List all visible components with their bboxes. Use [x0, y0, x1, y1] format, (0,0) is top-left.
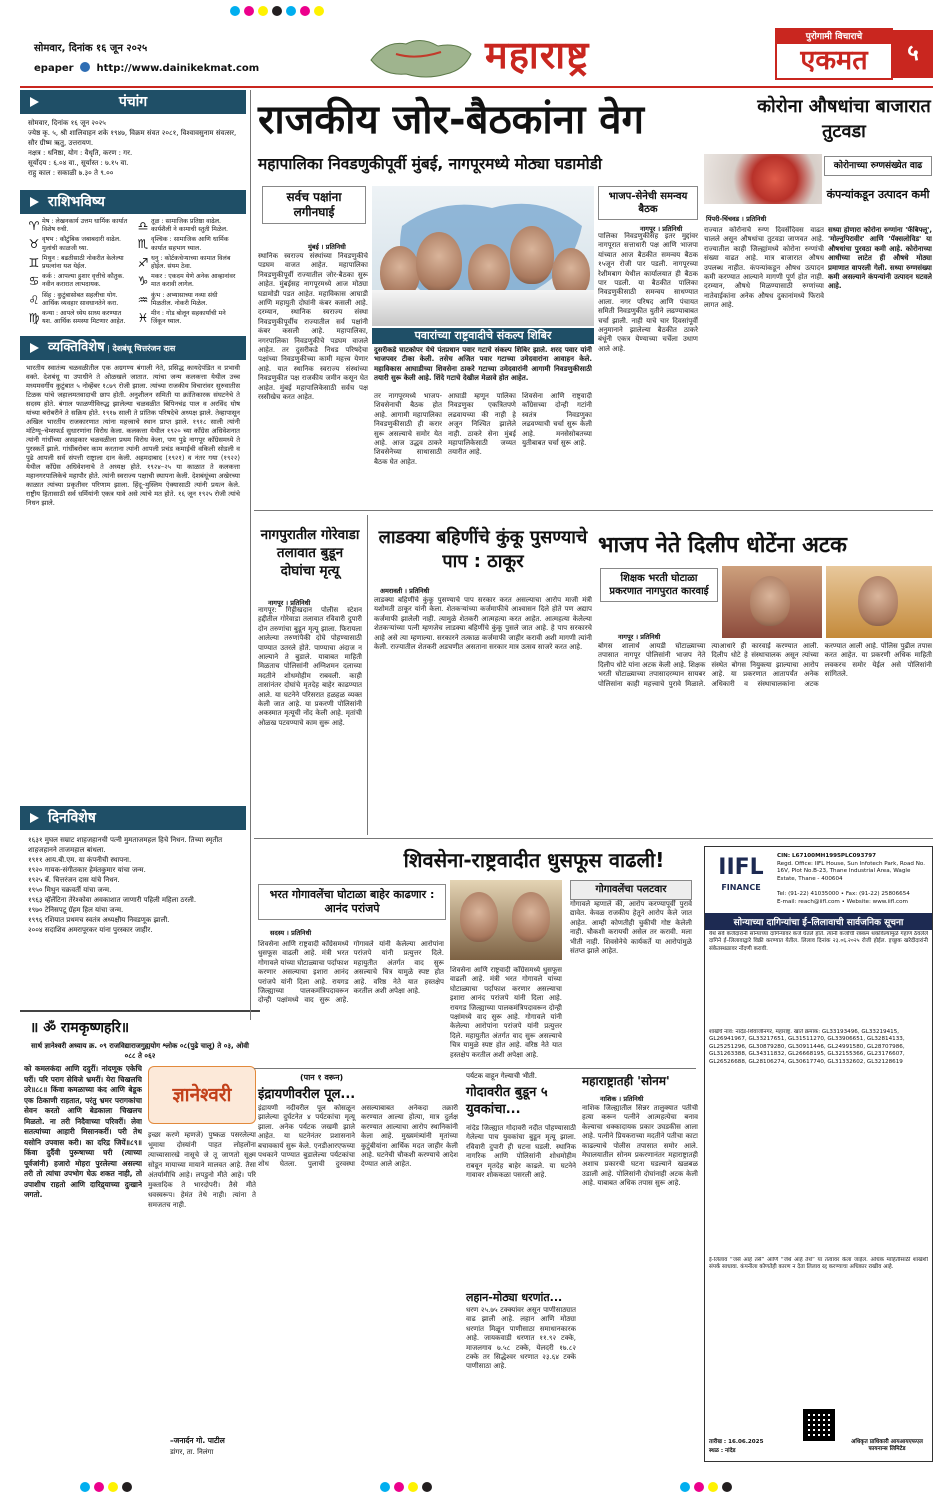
vyaktivishesh-heading: व्यक्तिविशेष | देशबंधू चित्तरंजन दास: [20, 336, 246, 360]
masthead: [0, 0, 945, 88]
person-face: [512, 892, 550, 942]
capricorn-icon: ♑: [137, 274, 149, 289]
epaper-label: epaper: [34, 63, 74, 74]
bjp-sena-tag: भाजप-सेनेची समन्वय बैठक: [598, 186, 698, 220]
shivsena-body: शिवसेना आणि राष्ट्रवादी काँग्रेसमध्ये धुसफूस वाढली आहे. मंत्री भरत गोगावले यांच्या घोटाळ्याचा पर्दाफाश करणार असल्याचा इशारा आनंद परांजपे यांनी दिला आहे. रायगड जिल्ह्याच्या पालकमंत्रिपदावरून दोन्ही पक्षांमध्ये वाद सुरू आहे. गोगावले यांनी केलेल्या आरोपांना परांजपे यांनी प्रत्युत्तर दिले. महायुतीत अंतर्गत वाद सुरू असल्याचे चित्र यामुळे स्पष्ट होत आहे. वरिष्ठ नेते यात हस्तक्षेप करतील अशी अपेक्षा आहे.: [258, 940, 444, 1005]
epaper-line[interactable]: [34, 62, 259, 74]
dinvishesh-item: १६३१ मुघल सम्राट शाहजहानची पत्नी मुमताजमहल हिचे निधन. तिच्या स्मृतीत शाहजहानने ताजमहाल बांधला.: [28, 836, 223, 854]
dam-headline: लहान-मोठ्या धरणांत...: [466, 1291, 563, 1304]
gogawale-tag: गोगावलेंचा पलटवार: [570, 880, 692, 900]
vyaktivishesh-subtitle: देशबंधू चित्तरंजन दास: [112, 344, 176, 354]
main-col3: आघाडी म्हणून पालिका निवडणुका एकत्रितपणे लढवायच्या की नाही हे अजून निश्चित झालेले नाही. ठाकरे सेना मुंबई महापालिकेसाठी जय्यत तयारीत आहे.: [448, 392, 516, 457]
section-rule: [254, 510, 933, 511]
indrayani-headline: इंद्रायणीवरील पूल...: [258, 1087, 356, 1102]
main-byline: मुंबई । प्रतिनिधी: [308, 243, 346, 251]
iifl-date: तारीख : 16.06.2025: [709, 1439, 764, 1445]
iifl-branch-list: शाखेचे नाव: नांदेड-शिवाजीनगर, महाराष्ट्र. खाते क्रमांक: GL33193496, GL33219415, GL26941967, GL33217651, GL31511270, GL33906651, GL32814133, GL25251296, GL30879280, GL30911446, GL24991580, GL28707986, GL31263388, GL34311832, GL26668195, GL32155366, GL23176607, GL26526688, GL28106274, GL30617740, GL31332602, GL32128619: [709, 1029, 905, 1065]
iifl-notice: [704, 846, 933, 1462]
section-rule: [254, 1068, 696, 1069]
rashi-text: मेष : लेखनकार्य उत्तम धार्मिक कार्यात विशेष रुची.: [42, 218, 128, 234]
panchang-line: सोमवार, दिनांक १६ जून २०२५: [28, 119, 106, 127]
godavari-top-line: पर्यटक वाहून गेल्याची भीती.: [466, 1072, 537, 1080]
rashi-text: कर्क : आपल्या हुशार वृत्तीचे कौतुक. नवीन करारात लाभदायक.: [42, 273, 125, 289]
dinvishesh-item: १९६३ व्हॅलेंटिना तेरेश्कोवा अवकाशात जाणारी पहिली महिला ठरली.: [28, 896, 197, 904]
page-number: ५: [893, 30, 933, 78]
panchang-heading: पंचांग: [20, 90, 246, 114]
rashi-text: धनु : कोर्टकचेऱ्याच्या कामात विलंब होईल. संयम ठेवा.: [151, 254, 231, 271]
panchang-line: राहु काल : सकाळी ७.३० ते ९.००: [28, 169, 114, 177]
sagittarius-icon: ♐: [137, 255, 149, 270]
globe-icon: [80, 62, 90, 72]
dnyaneshwari-logo: [148, 1066, 256, 1124]
person-face: [750, 576, 790, 626]
iifl-notice-body: येथे सर्व कर्जदारांनी सोन्याच्या दागिन्यांवर कर्ज घेतले होते. त्यांनी कर्जाची रक्कम थकविल्यामुळे गहाण ठेवलेले दागिने ई–लिलावाद्वारे विक्री करण्यात येतील. लिलाव दिनांक २३.०६.२०२५ रोजी होईल. इच्छुक खरेदीदारांनी संकेतस्थळावर नोंदणी करावी.: [709, 931, 928, 952]
indrayani-cont: (पान १ वरून): [300, 1073, 344, 1082]
panchang-box: [20, 114, 246, 182]
nagpur-byline: नागपूर । प्रतिनिधी: [268, 599, 311, 607]
main-col4: शिवसेना आणि राष्ट्रवादी काँग्रेसच्या दोन्ही गटांनी स्वतंत्र निवडणुका लढवण्याची चर्चा सुरू केली आहे. मनसेसोबतच्या युतीबाबत चर्चा सुरू आहे.: [522, 392, 592, 448]
dinvishesh-section: [20, 806, 246, 940]
taurus-icon: ♉: [28, 237, 40, 252]
header-date: सोमवार, दिनांक १६ जून २०२५: [34, 43, 148, 54]
corona-body: राज्यात कोरोनाचे रुग्ण दिवसेंदिवस वाढत चालले असून औषधांचा तुटवडा जाणवत आहे. राज्यातील काही जिल्ह्यांमध्ये कोरोना रुग्णांची संख्या वाढत आहे. मात्र बाजारात औषध उपलब्ध नाहीत. कंपन्यांकडून औषध उत्पादन कमी करण्यात आल्याने मागणी पूर्ण होत नाही. दरम्यान, औषधे मिळण्यासाठी रुग्णांच्या नातेवाईकांना अनेक औषध दुकानांमध्ये फिरावे लागत आहे.: [704, 226, 824, 310]
virgo-icon: ♍: [28, 311, 40, 326]
gogawale-body: गोगावले म्हणाले की, आरोप करण्यापूर्वी पुरावे द्यावेत. केवळ राजकीय हेतूने आरोप केले जात आहेत. आम्ही कोणतीही चुकीची गोष्ट केलेली नाही. चौकशी करायची असेल तर करावी. मला भीती नाही. शिवसेनेचे कार्यकर्ते या आरोपांमुळे संतप्त झाले आहेत.: [570, 900, 692, 956]
corona-headline: कोरोना औषधांचा बाजारात तुटवडा: [757, 96, 931, 142]
ladki-headline: लाडक्या बहिणींचे कुंकू पुसण्याचे पाप : ठाकूर: [378, 527, 588, 572]
bjp-sena-body: पालिका निवडणुकीसह इतर मुद्दांवर नागपूरात सत्ताधारी पक्ष आणि भाजपा यांच्यात आज बैठकीत समन्वय बैठक १५जून रोजी पार पडली. नागपूरच्या रेशीमबाग येथील कार्यालयात ही बैठक पार पडली. या बैठकीत पालिका निवडणुकीसाठी समन्वय साधण्यात आला. नगर परिषद आणि पंचायत समिती निवडणुकीत युतीने लढण्याबाबत चर्चा झाली. नाही याचे चार दिवसांपूर्वी अनुमानाने झालेल्या बैठकीत ठाकरे बंधूंनी एकत्र येण्याच्या चर्चेला उधाण आले आहे.: [598, 232, 698, 353]
corona-tag1: कोरोनाच्या रुग्णसंख्येत वाढ: [824, 156, 932, 176]
corona-side: सध्या होणारा कोरोना रुग्णांना 'फॅबिफ्लू', 'मोल्नुपिरावीर' आणि 'पॅक्सलोविड' या औषधांचा पुरवठा कमी आहे. कोरोनाच्या आधीच्या लाटेत ही औषधे मोठ्या प्रमाणात वापरली गेली. सध्या रुग्णसंख्या कमी असल्याने कंपन्यांनी उत्पादन घटवले आहे.: [828, 226, 932, 291]
ladki-body: लाडक्या बहिणींचे कुंकू पुसण्याचे पाप सरकार करत असल्याचा आरोप माजी मंत्री यशोमती ठाकूर यांनी केला. शेतकऱ्यांच्या कर्जमाफीचे आश्वासन दिले होते पण अद्याप कर्जमाफी झालेली नाही. त्यामुळे शेतकरी आत्महत्या करत आहेत. आत्महत्या केलेल्या शेतकऱ्यांच्या पत्नी म्हणजेच लाडक्या बहिणींचे कुंकू पुसले जात आहे. हे पाप सरकारचे आहे असे त्या म्हणाल्या. सरकारने तत्काळ कर्जमाफी जाहीर करावी अशी मागणी त्यांनी केली. राज्यातील शेतकरी अडचणीत असताना सरकार मात्र उत्सव साजरे करत आहे.: [374, 596, 592, 652]
scorpio-icon: ♏: [137, 237, 149, 252]
dinvishesh-item: १९९६ रशियात प्रथमच स्वतंत्र अध्यक्षीय निवडणूक झाली.: [28, 916, 170, 924]
photo-caption-text: दुसरीकडे घाटकोपर येथे पंतप्रधान पवार गटाचे संकल्प शिबिर झाले. शरद पवार यांनी भाजपवर टीका केली. तसेच अजित पवार गटाच्या उमेदवारांना आवाहन केले. महाविकास आघाडीच्या शिवसेना ठाकरे गटाच्या उमेदवारांनी आगामी निवडणुकीसाठी तयारी सुरू केली आहे. शिंदे गटाचे देखील मेळावे होत आहेत.: [374, 346, 592, 383]
indrayani-body: इंद्रायणी नदीवरील पूल कोसळून झालेल्या दुर्घटनेत ४ पर्यटकांचा मृत्यू झाला. अनेक पर्यटक जखमी झाले आहेत. या घटनेनंतर प्रशासनाने बचावकार्य सुरू केले. एनडीआरएफच्या पथकाने पाण्यात बुडालेल्या पर्यटकांचा शोध घेतला. पुलाची दुरवस्था असल्याबाबत अनेकदा तक्रारी करण्यात आल्या होत्या, मात्र दुर्लक्ष करण्यात आल्याचा आरोप स्थानिकांनी केला आहे. मुख्यमंत्र्यांनी मृतांच्या कुटुंबीयांना आर्थिक मदत जाहीर केली आहे. घटनेची चौकशी करण्याचे आदेश देण्यात आले आहेत.: [258, 1104, 458, 1169]
rashi-text: तूळ : सामाजिक प्रतिष्ठा वाढेल. कार्यशैली ने कामाची स्तुती मिळेल.: [151, 218, 229, 234]
epaper-url[interactable]: http://www.dainikekmat.com: [96, 63, 260, 74]
aries-icon: ♈: [28, 219, 40, 233]
panchang-line: ज्येष्ठ कृ. ५, श्री शालिवाहन शके १९४७, विक्रम संवत २०८१, विश्वावसुनाम संवत्सर, सौर ग्रीष्म ऋतु, उत्तरायण.: [28, 129, 237, 147]
dinvishesh-item: १९७० टेनिसपटू ग्रॅहम हिल यांचा जन्म.: [28, 906, 124, 914]
shivsena-byline: सदस्य । प्रतिनिधी: [270, 929, 312, 937]
main-headline: राजकीय जोर-बैठकांना वेग: [258, 97, 645, 143]
rashi-text: कुंभ : अभ्यासाच्या नव्या संधी मिळतील. नोकरी मिळेल.: [151, 291, 218, 307]
panchang-line: सूर्योदय : ६.०४ वा., सूर्यास्त : ७.१५ वा.: [28, 159, 129, 167]
main-subheadline: महापालिका निवडणुकीपूर्वी मुंबई, नागपूरमध्ये मोठ्या घडामोडी: [258, 155, 602, 173]
qr-code-icon[interactable]: [803, 1409, 835, 1441]
sonam-byline: नाशिक । प्रतिनिधी: [600, 1095, 644, 1103]
arrest-headline: भाजप नेते दिलीप धोटेंना अटक: [598, 533, 847, 558]
godavari-body: नांदेड जिल्ह्यात गोदावरी नदीत पोहण्यासाठी गेलेल्या पाच युवकांचा बुडून मृत्यू झाला. रविवारी दुपारी ही घटना घडली. स्थानिक नागरिक आणि पोलिसांनी शोधमोहीम राबवून मृतदेह बाहेर काढले. या घटनेने गावावर शोककळा पसरली आहे.: [466, 1124, 576, 1180]
gemini-icon: ♊: [28, 255, 40, 270]
person-face: [460, 892, 498, 942]
brand-block: [775, 28, 893, 80]
main-side-tag: सर्वच पक्षांना लगीनघाई: [262, 186, 366, 224]
rashi-text: मिथुन : बढतीसाठी नोकरीत केलेल्या प्रयत्नांना यश येईल.: [42, 254, 124, 271]
person-face: [858, 576, 898, 626]
slogan: पुरोगामी विचाराचे: [777, 30, 891, 44]
dinvishesh-item: १९५० मिथुन चक्रवर्ती यांचा जन्म.: [28, 886, 112, 894]
iifl-office: Regd. Office: IIFL House, Sun Infotech Park, Road No. 16V, Plot No.B-23, Thane Industrial Area, Wagle Estate, Thane - 400604: [777, 861, 926, 882]
cancer-icon: ♋: [28, 274, 40, 289]
shivsena-headline: शिवसेना-राष्ट्रवादीत धुसफूस वाढली!: [403, 848, 665, 872]
godavari-headline: गोदावरीत बुडून ५ युवकांचा...: [466, 1085, 548, 1117]
leo-icon: ♌: [28, 292, 40, 307]
rashi-text: वृश्चिक : सामाजिक आणि धार्मिक कार्यात सहभाग घ्याल.: [151, 236, 229, 252]
nagpur-headline: नागपुरातील गोरेवाडा तलावात बुडून दोघांचा मृत्यू: [260, 527, 360, 579]
shivsena-photo: [450, 880, 562, 960]
dinvishesh-item: २००४ सदाशिव अमरापूरकर यांना पुरस्कार जाहीर.: [28, 926, 153, 934]
photo-shoulders: [372, 290, 594, 326]
dinvishesh-item: १९२५ बॅ. चित्तरंजन दास यांचे निधन.: [28, 876, 120, 884]
aquarius-icon: ♒: [137, 292, 149, 307]
header-rule: [20, 86, 933, 88]
rashi-text: सिंह : कुटुंबासोबत सहलीचा योग. आर्थिक व्यवहार सावधानतेने करा.: [42, 291, 119, 307]
dam-body: धरण २५.७५ टक्क्यांवर असून पाणीसाठ्यात वाढ झाली आहे. लहान आणि मोठ्या धरणांत मिळून पाणीसाठा समाधानकारक आहे. जायकवाडी धरणात ११.९२ टक्के, माजलगाव ७.५८ टक्के, येलदरी १७.८२ टक्के तर सिद्धेश्वर धरणात २३.६४ टक्के पाणीसाठा आहे.: [466, 1306, 576, 1371]
map-graphic: [366, 30, 476, 82]
left-column: [20, 90, 246, 610]
iifl-finance: FINANCE: [721, 883, 761, 892]
bjp-sena-byline: नागपूर । प्रतिनिधी: [640, 225, 683, 233]
arrest-photo-man: [826, 566, 932, 638]
brand-logo: एकमत: [800, 45, 868, 76]
corona-photo: [704, 154, 822, 204]
shivsena-tag: भरत गोगावलेंचा घोटाळा बाहेर काढणार : आनंद परांजपे: [258, 884, 446, 920]
rashi-heading: राशिभविष्य: [20, 190, 246, 214]
column-rule: [250, 90, 251, 1020]
pisces-icon: ♓: [137, 311, 149, 326]
dinvishesh-item: १९११ आय.बी.एम. या कंपनीची स्थापना.: [28, 856, 132, 864]
arrest-body: बोगस शालार्थ आयडी घोटाळ्याच्या तपासात नागपूर पोलिसांनी भाजप नेते दिलीप धोटे यांना अटक केली आहे. शिक्षक भरती घोटाळ्याच्या तपासादरम्यान सायबर पोलिसांना काही महत्त्वाचे पुरावे मिळाले. त्याआधारे ही कारवाई करण्यात आली. दिलीप धोटे हे संस्थाचालक असून त्यांच्या संस्थेत बोगस नियुक्त्या झाल्याचा आरोप आहे. या प्रकरणात आतापर्यंत अनेक अधिकारी व संस्थाचालकांना अटक करण्यात आली आहे. पोलिस पुढील तपास करत आहेत. या प्रकरणी अधिक माहिती लवकरच समोर येईल असे पोलिसांनी सांगितले.: [598, 642, 932, 688]
arrest-photo-woman: [722, 566, 822, 638]
arrest-tag: शिक्षक भरती घोटाळा प्रकरणात नागपुरात कारवाई: [600, 568, 718, 602]
dinvishesh-list: [20, 830, 246, 940]
ramkrishna-place: डांगर, ता. निलंगा: [170, 1448, 214, 1456]
rashi-text: मकर : एकदम येणे अनेक आव्हानांवर मात करावी लागेल.: [151, 273, 236, 289]
ramkrishna-commentary: इच्छा करणे म्हणजे) पुष्कळ पसरलेल्या भूमाया दोस्यांनी पाहत लोहलोंना त्याच्यासारखे नासूचे जे तू जाणतो सूक्ष्म सोडून मायाच्या मायाने मालवत आहे. तैसा अंतर्यामीचि आहे। लपडुनो मीते आहे। परि मुक्तादिक ते भारदोपरी। तैसे मीते धवस्वरूप। हेमंत तेथे नाही। त्यांना ते समजतच नाही.: [148, 1131, 256, 1209]
iifl-cin: CIN: L67100MH1995PLC093797: [777, 853, 877, 859]
dinvishesh-item: १९२० गायक-संगीतकार हेमंतकुमार यांचा जन्म.: [28, 866, 146, 874]
iifl-brand: IIFL: [718, 855, 764, 880]
vyaktivishesh-body: भारतीय स्वातंत्र्य चळवळीतील एक अग्रगण्य बंगाली नेते, प्रसिद्ध कायदेपंडित व प्रभावी वक्ते. देशबंधू या उपाधीने ते ओळखले जातात. त्यांचा जन्म कलकत्ता येथील उच्च मध्यमवर्गीय कुटुंबात ५ नोव्हेंबर १८७९ रोजी झाला. त्यांच्या राजकीय विचारांवर सुरुवातीस टिळक यांचे जहालमतवादाची छाप होती. अनुशीलन समिती या क्रांतिकारक संघटनेचे ते सदस्य होते. बंगाल फाळणीविरुद्ध झालेल्या चळवळीत बिपिनचंद्र पाल व अरविंद घोष यांच्या बरोबरीने ते सक्रिय होते. १९१७ साली ते प्रांतिक परिषदेचे अध्यक्ष झाले. तेव्हापासून अखिल भारतीय राजकारणात त्यांना महत्त्वाचे स्थान प्राप्त झाले. १९१८ साली त्यांनी मॉटेग्यू–चेम्सफर्ड सुधारणांना विरोध केला. कलकत्ता येथील १९२० च्या काँग्रेस अधिवेशनात त्यांनी गांधींच्या असहकार चळवळीला प्रथम विरोध केला, पण पुढे नागपूर काँग्रेसमध्ये ते पुरस्कर्ते झाले. गांधींबरोबर काम करताना त्यांनी आपली प्रचंड कमाईची वकिली सोडली व पुढे आपली सर्व संपत्ती राष्ट्राला दान केली. अहमदाबाद (१९२१) व नंतर गया (१९२२) येथील काँग्रेस अधिवेशनाचे ते अध्यक्ष होते. १९२४–२५ या काळात ते कलकत्ता महानगरपालिकेचे महापौर होते. त्यांनी स्वराज्य पक्षाची स्थापना केली. देशबंधूंच्या अखेरच्या काळात त्यांच्या प्रकृतीवर परिणाम झाला. हिंदू–मुस्लिम ऐक्यासाठी त्यांनी प्रयत्न केले. राष्ट्रीय हितासाठी सर्व धर्मियांनी एकत्र यावे असे त्यांचे मत होते. १६ जून १९२५ रोजी त्यांचे निधन झाले.: [26, 364, 240, 508]
ramkrishna-verse: को कमलकंदा आणि ददुरीं। नांदणूक एकेचि घरीं। परि पराग सेविजे भ्रमरीं। येरा चिखलचि उरे॥८८॥ किंवा कमळाच्या कंद आणि बेडूक एक ठिकाणी राहतात, परंतु भ्रमर परागकांचा सेवन करतो आणि बेडकाला चिखलच मिळतो. ना तरी निदैवाच्या परिवरीं। लेवा सतत्यांच्या आहारी मिसानकरीं। परी तेथ यसोनि उपवास करी। का दरिद्र जियें॥८९॥ किंवा दुर्दैवी पुरूषाच्या घरी (त्याच्या पूर्वजांनी) हजारो मोहरा पुरलेल्या असल्या तरी तो त्यांचा उपभोग घेऊ शकत नाही, तो उपाशीच राहतो आणि दारिद्र्याच्या दुःखाने जगतो.: [24, 1064, 142, 1199]
panchang-line: नक्षत्र : धनिष्ठा, योग : वैधृति, करण : गर.: [28, 149, 133, 157]
column-rule: [367, 515, 368, 835]
iifl-phone: Tel: (91-22) 41035000 • Fax: (91-22) 25806654: [777, 891, 910, 897]
ladki-byline: अमरावती । प्रतिनिधी: [380, 587, 430, 595]
iifl-signatory: अधिकृत प्राधिकारी आयआयएफएल फायनान्स लिमिटेड: [851, 1439, 923, 1453]
registration-marks-bottom: [80, 1482, 880, 1494]
ramkrishna-author: –जनार्दन गो. पाटील: [170, 1436, 225, 1445]
leaders-photo: [372, 186, 594, 326]
iifl-logo: [709, 853, 773, 903]
dinvishesh-heading: दिनविशेष: [20, 806, 246, 830]
rashi-text: मीन : गोड बोलून सहकार्यांची मने जिंकून घ्याल.: [151, 310, 226, 326]
iifl-place: स्थळ : नांदेड: [709, 1448, 736, 1454]
iifl-email: E-mail: reach@iifl.com • Website: www.iifl.com: [777, 899, 908, 905]
libra-icon: ♎: [137, 219, 149, 233]
leader-face: [510, 226, 554, 284]
rashi-grid: [20, 214, 246, 332]
arrest-byline: नागपूर । प्रतिनिधी: [618, 633, 661, 641]
ramkrishna-sub: सार्थ ज्ञानेश्वरी अध्याय क्र. ०९ राजविद्याराजगुह्ययोग श्लोक ०८(पुढे चालू) ते ०३, ओवी ०८८ ते ०६२: [31, 1042, 249, 1060]
iifl-notice-title: सोन्याच्या दागिन्यांचा ई–लिलावाची सार्वजनिक सूचना: [705, 913, 932, 930]
ramkrishna-heading: ॥ ॐ रामकृष्णहरि॥: [30, 1020, 130, 1036]
photo-caption-title: पवारांच्या राष्ट्रवादीचे संकल्प शिबिर: [372, 328, 594, 344]
shivsena-body-cont: शिवसेना आणि राष्ट्रवादी काँग्रेसमध्ये धुसफूस वाढली आहे. मंत्री भरत गोगावले यांच्या घोटाळ्याचा पर्दाफाश करणार असल्याचा इशारा आनंद परांजपे यांनी दिला आहे. रायगड जिल्ह्याच्या पालकमंत्रिपदावरून दोन्ही पक्षांमध्ये वाद सुरू आहे. गोगावले यांनी केलेल्या आरोपांना परांजपे यांनी प्रत्युत्तर दिले. महायुतीत अंतर्गत वाद सुरू असल्याचे चित्र यामुळे स्पष्ट होत आहे. वरिष्ठ नेते यात हस्तक्षेप करतील अशी अपेक्षा आहे.: [450, 966, 562, 1059]
iifl-footer-note: ई-लिलाव “जसे आहे तसे” आणि “जेथे आहे तेथे” या तत्वावर केला जाईल. अधिक माहितीसाठी शाखेशी संपर्क साधावा. कंपनीला कोणतेही कारण न देता लिलाव रद्द करण्याचा अधिकार राखीव आहे.: [709, 1257, 928, 1271]
ramkrishna-section: [20, 1010, 260, 1470]
main-col1: स्थानिक स्वराज्य संस्थांच्या निवडणुकीचे पडघम वाजत आहेत. महापालिका निवडणुकीपूर्वी राज्यातील जोर-बैठका सुरू आहेत. मुंबईसह नागपूरमध्ये आज मोठ्या घडामोडी पडत आहेत. महाविकास आघाडी आणि महायुती दोघांनी कंबर कसली आहे. दरम्यान, स्थानिक स्वराज्य संस्था निवडणुकीपूर्वीच राज्यातील सर्व पक्षांनी कंबर कसली आहे. महापालिका, नगरपालिका निवडणुकीचे पडघम वाजले आहेत. तर दुसरीकडे निधड परिषदेचा पक्षांच्या निवडणुकीच्या कामी महत्त्व येणार आहे. यात स्थानिक स्वराज्य संस्थांच्या निवडणुकीत पक्ष राजकीय जमीन कसून घेत आहेत. मुंबई महापालिकेसाठी सर्वच पक्ष रस्सीखेच करत आहेत.: [258, 252, 368, 402]
main-col2: तर नागपूरमध्ये भाजप-शिवसेनाची बैठक होत आहे. आगामी महापालिका निवडणुकीसाठी ही करार सुरू असल्याचे समोर येत आहे. आज उद्धव ठाकरे शिवसेनेच्या साथासाठी बैठक घेत आहेत.: [374, 392, 442, 466]
corona-byline: पिंपरी-चिंचवड । प्रतिनिधी: [706, 215, 767, 223]
section-title: महाराष्ट्र: [485, 33, 590, 77]
leader-face: [416, 232, 462, 292]
sonam-headline: महाराष्ट्रातही 'सोनम': [582, 1074, 670, 1088]
corona-tag2: कंपन्यांकडून उत्पादन कमी: [826, 188, 930, 201]
rashi-text: कन्या : आपले ध्येय साध्य करण्यात यश. आर्थिक समस्या मिटणार आहेत.: [42, 310, 126, 326]
registration-marks-top: [230, 6, 430, 18]
logo-text: ज्ञानेश्वरी: [172, 1084, 232, 1106]
rashi-text: वृषभ : कौटुंबिक जबाबदारी वाढेल. मुलांची काळजी घ्या.: [42, 236, 122, 252]
section-rule: [254, 838, 933, 839]
nagpur-body: नागपूर: गिट्टीखदान पोलीस स्टेशन हद्दीतील गोरेवाडा तलावात रविवारी दुपारी दोन तरुणांचा बुडून मृत्यू झाला. फिरायला आलेल्या तरुणांपैकी दोघे पोहण्यासाठी पाण्यात उतरले होते. पाण्याचा अंदाज न आल्याने ते बुडाले. याबाबत माहिती मिळताच पोलिसांनी अग्निशमन दलाच्या मदतीने शोधमोहीम राबवली. काही तासांनंतर दोघांचे मृतदेह बाहेर काढण्यात आले. या घटनेने परिसरात हळहळ व्यक्त केली जात आहे. या प्रकरणी पोलिसांनी अकस्मात मृत्यूची नोंद केली आहे. मृतांची ओळख पटवण्याचे काम सुरू आहे.: [258, 606, 362, 727]
sonam-body: नाशिक जिल्ह्यातील सिन्नर तालुक्यात पतीची हत्या करून पत्नीने आत्महत्येचा बनाव केल्याचा धक्कादायक प्रकार उघडकीस आला आहे. पत्नीने प्रियकराच्या मदतीने पतीचा काटा काढल्याचे पोलीस तपासात समोर आले. मेघालयातील सोनम प्रकरणानंतर महाराष्ट्रातही अशाच प्रकारची घटना घडल्याने खळबळ उडाली आहे. पोलिसांनी दोघांनाही अटक केली आहे. याबाबत अधिक तपास सुरू आहे.: [582, 1104, 698, 1188]
